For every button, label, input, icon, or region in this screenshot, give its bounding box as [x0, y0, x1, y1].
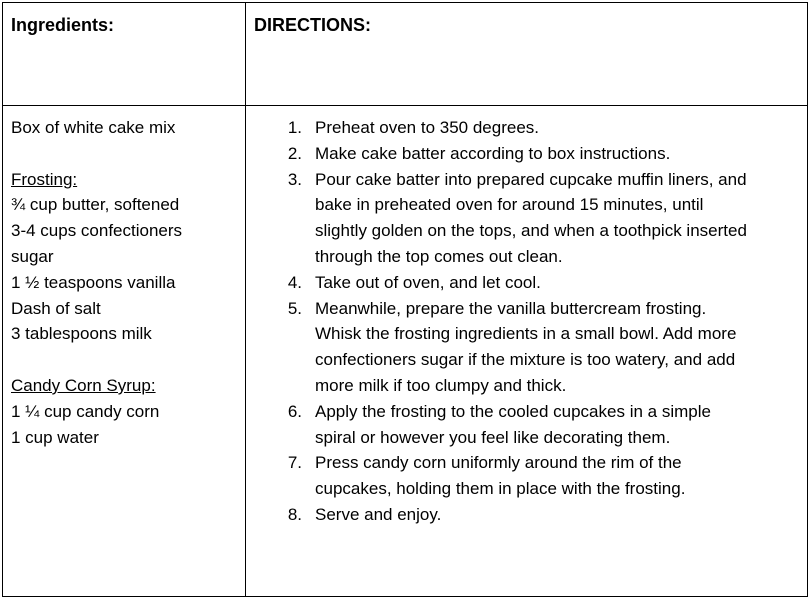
directions-cell — [246, 106, 808, 597]
step-text: through the top comes out clean. — [315, 246, 563, 266]
direction-step — [246, 115, 807, 141]
step-text: Apply the frosting to the cooled cupcakes in a simple — [315, 401, 711, 421]
step-text: Whisk the frosting ingredients in a small bowl. Add more — [315, 324, 737, 344]
syrup-ingredient: 1 ¼ cup candy corn — [11, 401, 160, 421]
spacer — [11, 141, 245, 167]
step-number: 6. — [287, 401, 302, 421]
frosting-ingredient: ¾ cup butter, softened — [11, 195, 180, 215]
syrup-ingredient: 1 cup water — [11, 427, 99, 447]
frosting-ingredient: 3 tablespoons milk — [11, 324, 152, 344]
step-text: bake in preheated oven for around 15 minutes, until — [315, 195, 704, 215]
step-number: 7. — [287, 453, 302, 473]
direction-step — [246, 270, 807, 296]
frosting-ingredient: Dash of salt — [11, 298, 101, 318]
step-number: 2. — [287, 143, 302, 163]
ingredients-header: Ingredients: — [3, 3, 246, 106]
step-number: 1. — [287, 118, 302, 137]
frosting-ingredient: 1 ½ teaspoons vanilla — [11, 272, 176, 292]
direction-step — [246, 450, 807, 502]
direction-step — [246, 502, 807, 528]
step-text: Meanwhile, prepare the vanilla buttercream frosting. — [315, 298, 707, 318]
step-text: Pour cake batter into prepared cupcake muffin liners, and — [315, 169, 747, 189]
direction-step — [246, 399, 807, 451]
directions-header: DIRECTIONS: — [246, 3, 808, 106]
step-number: 3. — [287, 169, 302, 189]
direction-step — [246, 167, 807, 270]
step-text: slightly golden on the tops, and when a toothpick inserted — [315, 221, 747, 241]
step-text: cupcakes, holding them in place with the frosting. — [315, 479, 686, 499]
ingredient-cake: Box of white cake mix — [11, 118, 176, 137]
content-row — [3, 106, 808, 597]
step-text: confectioners sugar if the mixture is too watery, and add — [315, 350, 736, 370]
step-text: Make cake batter according to box instructions. — [315, 143, 671, 163]
step-text: Press candy corn uniformly around the rim of the — [315, 453, 682, 473]
direction-step — [246, 141, 807, 167]
step-text: Serve and enjoy. — [315, 504, 442, 524]
syrup-heading: Candy Corn Syrup: — [11, 375, 156, 395]
direction-step — [246, 296, 807, 399]
frosting-ingredient: sugar — [11, 246, 54, 266]
step-text: Preheat oven to 350 degrees. — [315, 118, 539, 137]
ingredients-cell — [3, 106, 246, 597]
frosting-heading: Frosting: — [11, 169, 78, 189]
step-text: spiral or however you feel like decorating them. — [315, 427, 671, 447]
step-text: Take out of oven, and let cool. — [315, 272, 541, 292]
directions-list — [246, 115, 807, 528]
step-number: 5. — [287, 298, 302, 318]
step-number: 8. — [287, 504, 302, 524]
header-row — [3, 3, 808, 106]
spacer — [11, 347, 245, 373]
step-text: more milk if too clumpy and thick. — [315, 375, 567, 395]
recipe-table — [2, 2, 808, 597]
step-number: 4. — [287, 272, 302, 292]
frosting-ingredient: 3-4 cups confectioners — [11, 221, 183, 241]
